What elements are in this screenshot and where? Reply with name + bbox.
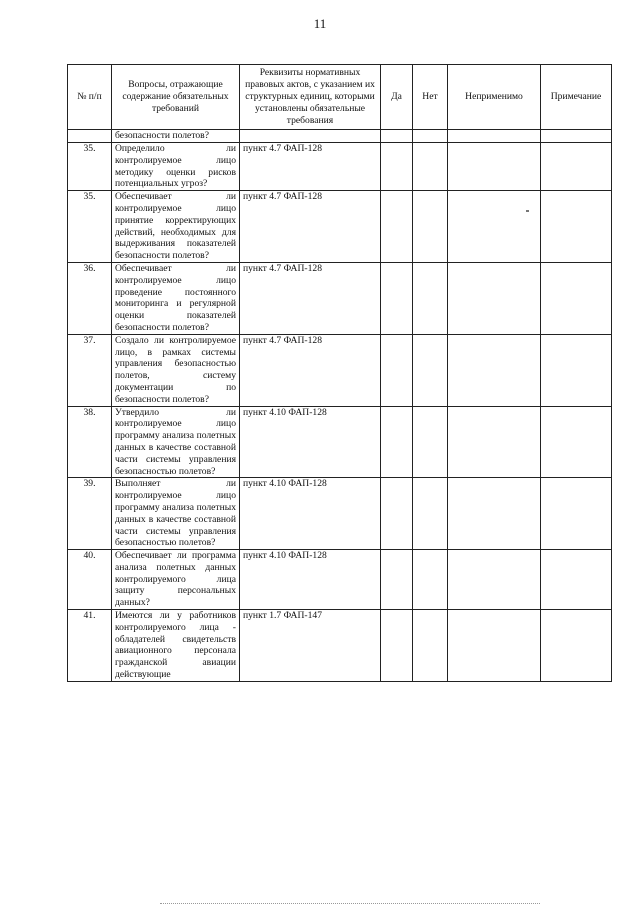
cell-note[interactable] — [541, 406, 612, 478]
cell-note[interactable] — [541, 550, 612, 610]
table-row — [68, 262, 612, 334]
cell-no[interactable] — [413, 191, 448, 263]
cell-no[interactable] — [413, 550, 448, 610]
cell-not-applicable[interactable] — [448, 334, 541, 406]
cell-question: Обеспечивает ли контролируемое лицо проведение постоянного мониторинга и регулярной оценки показателей безопасности полетов? — [112, 262, 240, 334]
table-row — [68, 143, 612, 191]
cell-not-applicable[interactable] — [448, 130, 541, 143]
table-header — [68, 65, 612, 130]
cell-note[interactable] — [541, 262, 612, 334]
cell-note[interactable] — [541, 130, 612, 143]
header-num: № п/п — [68, 65, 112, 130]
cell-num: 35. — [68, 191, 112, 263]
cell-no[interactable] — [413, 406, 448, 478]
cell-no[interactable] — [413, 143, 448, 191]
cell-num: 40. — [68, 550, 112, 610]
cell-num — [68, 130, 112, 143]
cell-note[interactable] — [541, 143, 612, 191]
cell-question: Обеспечивает ли программа анализа полетных данных контролируемого лица защиту персональных данных? — [112, 550, 240, 610]
cell-not-applicable[interactable] — [448, 262, 541, 334]
header-not-applicable: Неприменимо — [448, 65, 541, 130]
cell-note[interactable] — [541, 191, 612, 263]
cell-num: 41. — [68, 610, 112, 682]
cell-yes[interactable] — [381, 610, 413, 682]
cell-num: 36. — [68, 262, 112, 334]
cell-not-applicable[interactable] — [448, 478, 541, 550]
cell-question: безопасности полетов? — [112, 130, 240, 143]
cell-num: 37. — [68, 334, 112, 406]
cell-num: 38. — [68, 406, 112, 478]
cell-yes[interactable] — [381, 550, 413, 610]
scan-speck — [526, 210, 529, 212]
cell-reference: пункт 4.10 ФАП-128 — [240, 478, 381, 550]
header-yes: Да — [381, 65, 413, 130]
cell-num: 35. — [68, 143, 112, 191]
cell-yes[interactable] — [381, 334, 413, 406]
table-row — [68, 550, 612, 610]
cell-no[interactable] — [413, 478, 448, 550]
cell-yes[interactable] — [381, 130, 413, 143]
cell-no[interactable] — [413, 334, 448, 406]
cell-no[interactable] — [413, 262, 448, 334]
table-row — [68, 334, 612, 406]
header-question: Вопросы, отражающие содержание обязательных требований — [112, 65, 240, 130]
cell-note[interactable] — [541, 610, 612, 682]
cell-note[interactable] — [541, 478, 612, 550]
cell-yes[interactable] — [381, 191, 413, 263]
cell-question: Выполняет ли контролируемое лицо программу анализа полетных данных в качестве составной части системы управления безопасностью полетов? — [112, 478, 240, 550]
header-no: Нет — [413, 65, 448, 130]
cell-reference: пункт 4.10 ФАП-128 — [240, 406, 381, 478]
cell-reference: пункт 4.7 ФАП-128 — [240, 334, 381, 406]
cell-question: Определило ли контролируемое лицо методику оценки рисков потенциальных угроз? — [112, 143, 240, 191]
cell-question: Создало ли контролируемое лицо, в рамках системы управления безопасностью полетов, систему документации по безопасности полетов? — [112, 334, 240, 406]
cell-reference — [240, 130, 381, 143]
header-reference: Реквизиты нормативных правовых актов, с указанием их структурных единиц, которыми установлены обязательные требования — [240, 65, 381, 130]
cell-no[interactable] — [413, 610, 448, 682]
cell-reference: пункт 4.10 ФАП-128 — [240, 550, 381, 610]
cell-reference: пункт 4.7 ФАП-128 — [240, 262, 381, 334]
cell-reference: пункт 1.7 ФАП-147 — [240, 610, 381, 682]
cell-reference: пункт 4.7 ФАП-128 — [240, 191, 381, 263]
cell-no[interactable] — [413, 130, 448, 143]
cell-yes[interactable] — [381, 406, 413, 478]
table-row-continuation — [68, 130, 612, 143]
page-number: 11 — [313, 16, 327, 31]
table-row — [68, 610, 612, 682]
table-row — [68, 478, 612, 550]
cell-not-applicable[interactable] — [448, 610, 541, 682]
cell-question: Утвердило ли контролируемое лицо программу анализа полетных данных в качестве составной части системы управления безопасностью полетов? — [112, 406, 240, 478]
cell-question: Обеспечивает ли контролируемое лицо принятие корректирующих действий, необходимых для выдерживания показателей безопасности полетов? — [112, 191, 240, 263]
cell-num: 39. — [68, 478, 112, 550]
checklist-table — [67, 64, 612, 682]
cell-yes[interactable] — [381, 262, 413, 334]
cell-not-applicable[interactable] — [448, 143, 541, 191]
cell-not-applicable[interactable] — [448, 406, 541, 478]
header-note: Примечание — [541, 65, 612, 130]
cell-yes[interactable] — [381, 478, 413, 550]
cell-reference: пункт 4.7 ФАП-128 — [240, 143, 381, 191]
table-row — [68, 406, 612, 478]
cell-not-applicable[interactable] — [448, 191, 541, 263]
cell-note[interactable] — [541, 334, 612, 406]
table-row — [68, 191, 612, 263]
cell-question: Имеются ли у работников контролируемого лица - обладателей свидетельств авиационного персонала гражданской авиации действующие — [112, 610, 240, 682]
cell-yes[interactable] — [381, 143, 413, 191]
cell-not-applicable[interactable] — [448, 550, 541, 610]
